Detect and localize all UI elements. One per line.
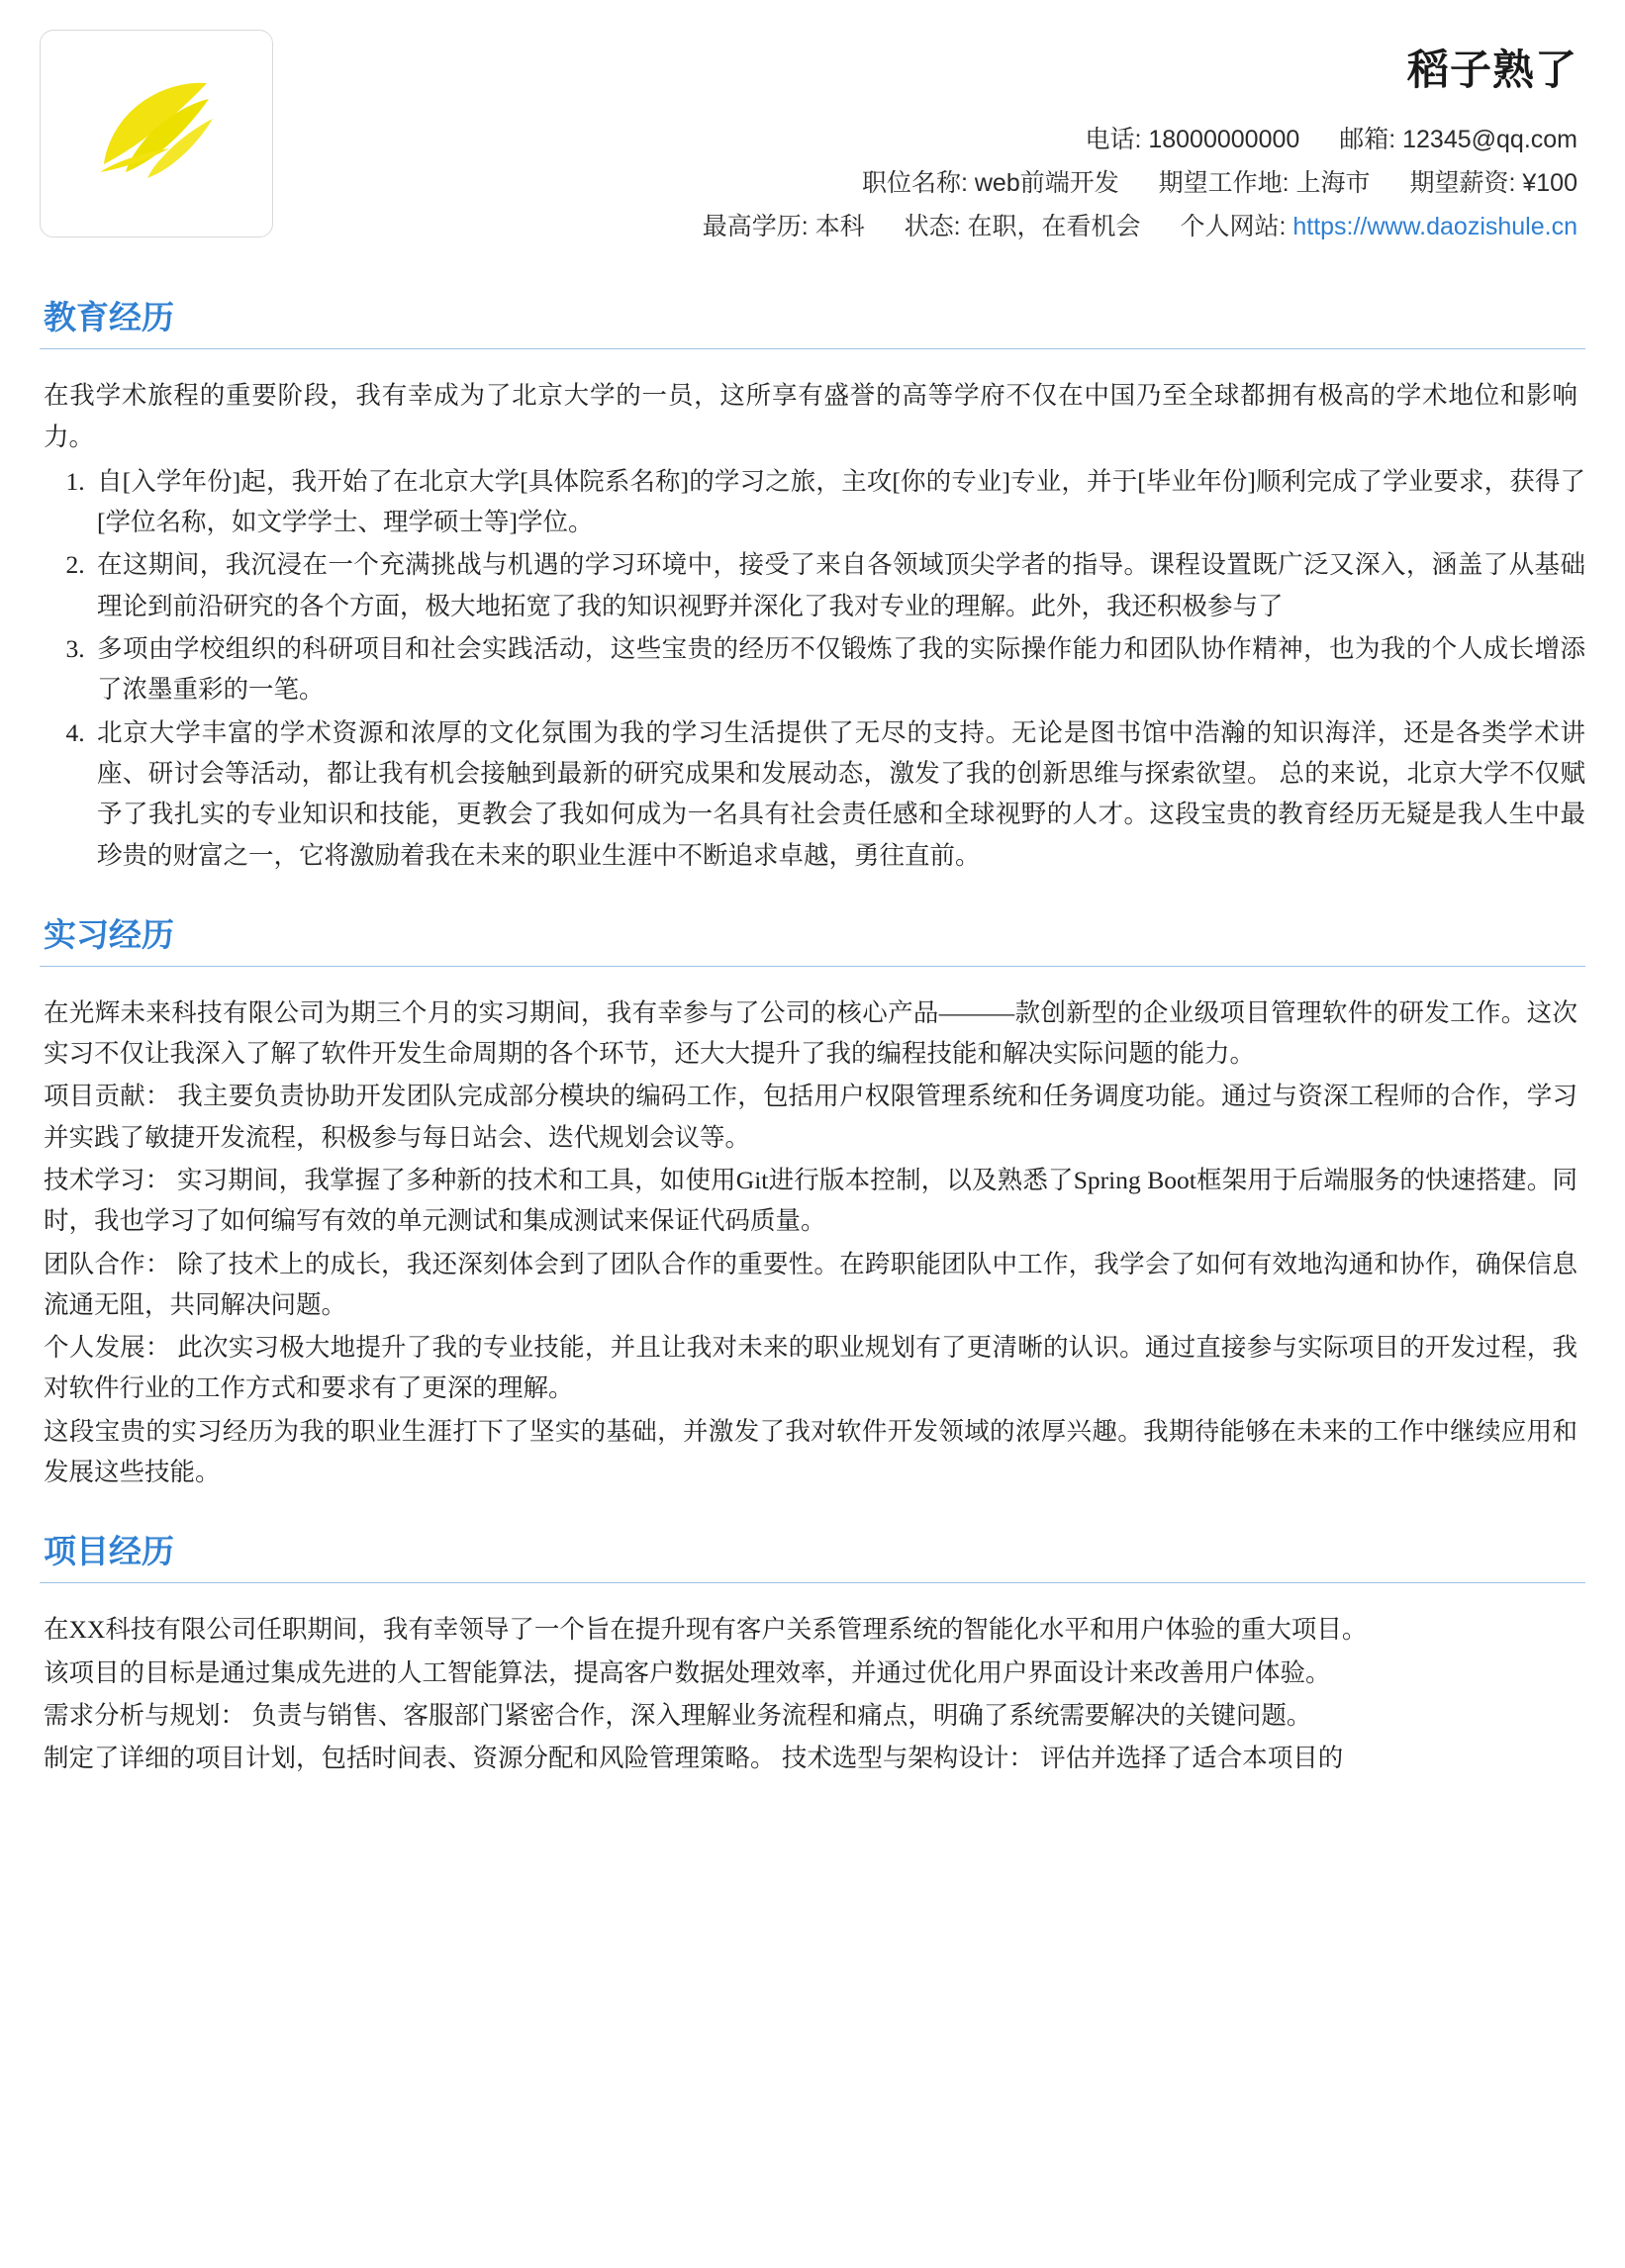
paragraph: 该项目的目标是通过集成先进的人工智能算法，提高客户数据处理效率，并通过优化用户界面设计来改善用户体验。	[44, 1657, 1331, 1687]
salary-label: 期望薪资:	[1409, 168, 1516, 197]
education-value: 本科	[814, 212, 865, 240]
position-label: 职位名称:	[861, 168, 968, 197]
city-value: 上海市	[1295, 168, 1371, 197]
website-label: 个人网站:	[1180, 212, 1287, 240]
phone-value: 18000000000	[1148, 126, 1300, 153]
paragraph: 这段宝贵的实习经历为我的职业生涯打下了坚实的基础，并激发了我对软件开发领域的浓厚兴趣。我期待能够在未来的工作中继续应用和发展这些技能。	[44, 1416, 1577, 1487]
section-divider	[40, 1582, 1585, 1583]
status-line	[277, 206, 1577, 249]
phone-label: 电话:	[1085, 126, 1142, 153]
projects-body	[40, 1609, 1585, 1778]
section-divider	[40, 348, 1585, 349]
paragraph: 在XX科技有限公司任职期间，我有幸领导了一个旨在提升现有客户关系管理系统的智能化水平和用户体验的重大项目。	[44, 1615, 1368, 1645]
header-info	[277, 30, 1585, 248]
paragraph: 技术学习： 实习期间，我掌握了多种新的技术和工具，如使用Git进行版本控制，以及熟悉了Spring Boot框架用于后端服务的快速搭建。同时，我也学习了如何编写有效的单元测试和集成测试来保证代码质量。	[44, 1166, 1577, 1236]
section-title-education: 教育经历	[44, 299, 174, 336]
section-projects	[40, 1526, 1585, 1778]
paragraph: 制定了详细的项目计划，包括时间表、资源分配和风险管理策略。 技术选型与架构设计： 评估并选择了适合本项目的	[44, 1744, 1344, 1773]
avatar	[40, 30, 273, 237]
email-value: 12345@qq.com	[1402, 126, 1577, 153]
education-label: 最高学历:	[702, 212, 809, 240]
section-title-internship: 实习经历	[44, 915, 174, 953]
paragraph: 团队合作： 除了技术上的成长，我还深刻体会到了团队合作的重要性。在跨职能团队中工作，我学会了如何有效地沟通和协作，确保信息流通无阻，共同解决问题。	[44, 1249, 1577, 1319]
salary-value: ¥100	[1522, 168, 1577, 197]
section-internship	[40, 909, 1585, 1493]
education-intro: 在我学术旅程的重要阶段，我有幸成为了北京大学的一员，这所享有盛誉的高等学府不仅在中国乃至全球都拥有极高的学术地位和影响力。	[44, 381, 1577, 451]
paragraph: 项目贡献： 我主要负责协助开发团队完成部分模块的编码工作，包括用户权限管理系统和任务调度功能。通过与资深工程师的合作，学习并实践了敏捷开发流程，积极参与每日站会、迭代规划会议等。	[44, 1082, 1577, 1152]
personal-website-link[interactable]: https://www.daozishule.cn	[1292, 212, 1577, 240]
position-value: web前端开发	[974, 168, 1119, 197]
paragraph: 个人发展： 此次实习极大地提升了我的专业技能，并且让我对未来的职业规划有了更清晰的认识。通过直接参与实际项目的开发过程，我对软件行业的工作方式和要求有了更深的理解。	[44, 1333, 1577, 1403]
section-education	[40, 292, 1585, 876]
resume-header	[40, 0, 1585, 258]
section-title-projects: 项目经历	[44, 1533, 174, 1570]
list-item: 4. 北京大学丰富的学术资源和浓厚的文化氛围为我的学习生活提供了无尽的支持。无论是图书馆中浩瀚的知识海洋，还是各类学术讲座、研讨会等活动，都让我有机会接触到最新的研究成果和发展动态，激发了我的创新思维与探索欲望。 总的来说，北京大学不仅赋予了我扎实的专业知识和技能，更教会了我如何成为一名具有社会责任感和全球视野的人才。这段宝贵的教育经历无疑是我人生中最珍贵的财富之一，它将激励着我在未来的职业生涯中不断追求卓越，勇往直前。	[91, 712, 1585, 876]
logo-container	[40, 30, 277, 237]
contact-line	[277, 119, 1577, 162]
section-divider	[40, 966, 1585, 967]
candidate-name: 稻子熟了	[1406, 47, 1577, 93]
wheat-leaf-logo-icon	[82, 69, 231, 198]
internship-body	[40, 992, 1585, 1493]
list-item: 1. 自[入学年份]起，我开始了在北京大学[具体院系名称]的学习之旅，主攻[你的专业]专业，并于[毕业年份]顺利完成了学业要求，获得了[学位名称，如文学学士、理学硕士等]学位。	[91, 461, 1585, 543]
list-item: 2. 在这期间，我沉浸在一个充满挑战与机遇的学习环境中，接受了来自各领域顶尖学者的指导。课程设置既广泛又深入，涵盖了从基础理论到前沿研究的各个方面，极大地拓宽了我的知识视野并深化了我对专业的理解。此外，我还积极参与了	[91, 544, 1585, 626]
status-value: 在职，在看机会	[967, 212, 1141, 240]
list-item: 3. 多项由学校组织的科研项目和社会实践活动，这些宝贵的经历不仅锻炼了我的实际操作能力和团队协作精神，也为我的个人成长增添了浓墨重彩的一笔。	[91, 628, 1585, 710]
city-label: 期望工作地:	[1158, 168, 1290, 197]
education-list	[40, 461, 1585, 876]
paragraph: 在光辉未来科技有限公司为期三个月的实习期间，我有幸参与了公司的核心产品———款创新型的企业级项目管理软件的研发工作。这次实习不仅让我深入了解了软件开发生命周期的各个环节，还大大提升了我的编程技能和解决实际问题的能力。	[44, 997, 1577, 1069]
email-label: 邮箱:	[1339, 126, 1396, 153]
job-expectation-line	[277, 162, 1577, 206]
paragraph: 需求分析与规划： 负责与销售、客服部门紧密合作，深入理解业务流程和痛点，明确了系统需要解决的关键问题。	[44, 1700, 1312, 1730]
status-label: 状态:	[904, 212, 961, 240]
page-bottom-spacer	[40, 1781, 1585, 1821]
